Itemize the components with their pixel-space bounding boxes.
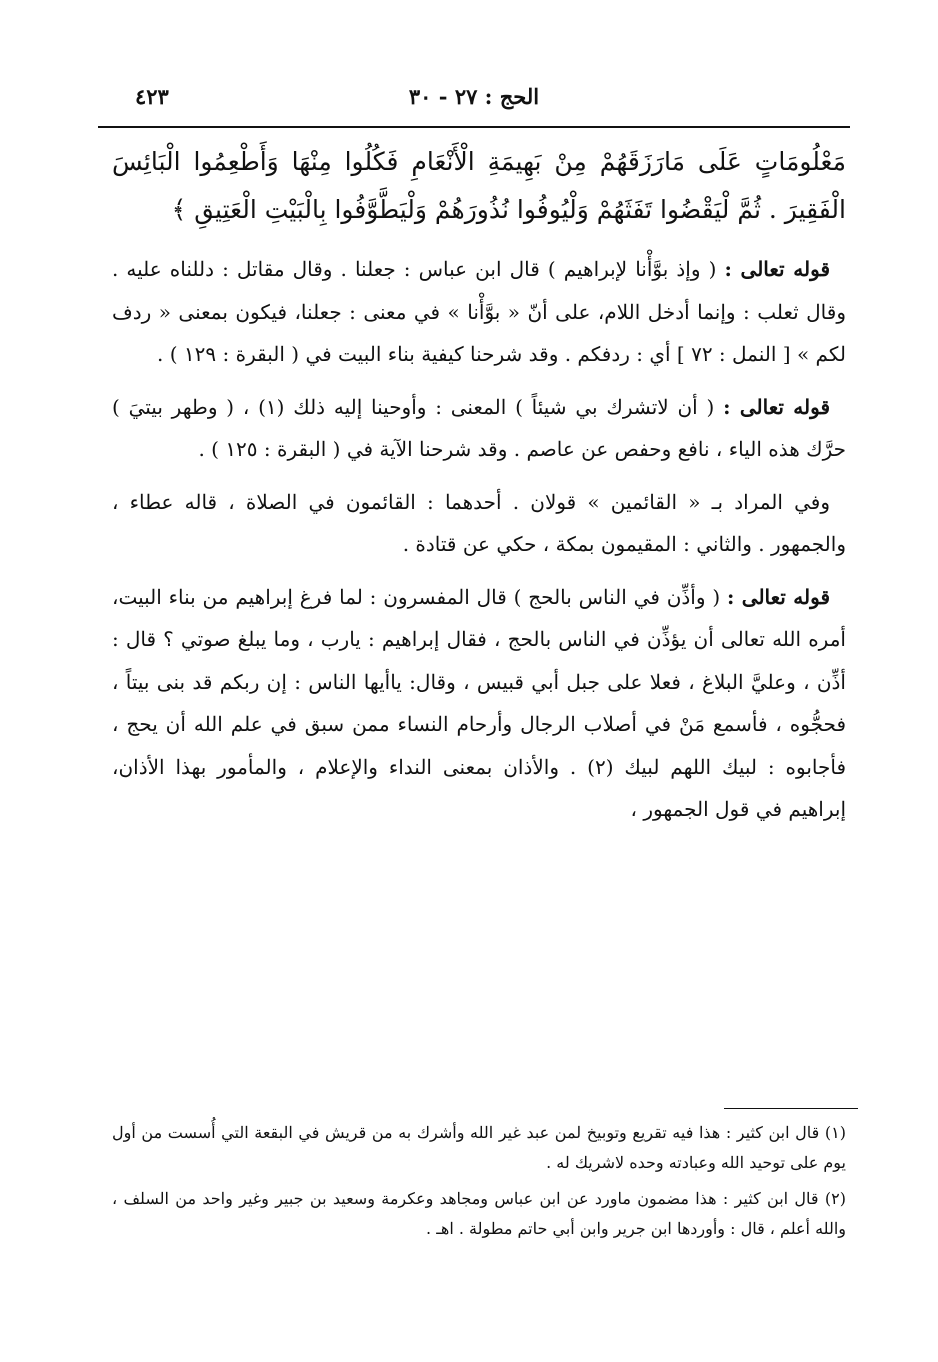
paragraph-lead: قوله تعالى : (726, 584, 831, 609)
running-header (105, 84, 843, 120)
paragraph-text: وفي المراد بـ « القائمين » قولان . أحدهما : القائمون في الصلاة ، قاله عطاء ، والجمهور . والثاني : المقيمون بمكة ، حكي عن قتادة . (112, 489, 846, 556)
commentary-paragraph (112, 576, 846, 831)
paragraph-lead: قوله تعالى : (723, 394, 831, 419)
paragraph-text: ( وأذِّن في الناس بالحج ) قال المفسرون : لما فرغ إبراهيم من بناء البيت، أمره الله تعالى أن يؤذِّن في الناس بالحج ، فقال إبراهيم : يارب ، وما يبلغ صوتي ؟ قال : أذِّن ، وعليَّ البلاغ ، فعلا على جبل أبي قبيس ، وقال: ياأيها الناس : إن ربكم قد بنى بيتاً ، فحجُّوه ، فأسمع مَنْ في أصلاب الرجال وأرحام النساء ممن سبق في علم الله أن يحج ، فأجابوه : لبيك اللهم لبيك (٢) . والأذان بمعنى النداء والإعلام ، والمأمور بهذا الأذان، إبراهيم في قول الجمهور ، (112, 584, 847, 821)
page-number: ٤٢٣ (135, 84, 169, 109)
footnote: (٢) قال ابن كثير : هذا مضمون ماورد عن ابن عباس ومجاهد وعكرمة وسعيد بن جبير وغير واحد من السلف ، والله أعلم ، قال : وأوردها ابن جرير وابن أبي حاتم مطولة . اهـ . (112, 1189, 846, 1238)
commentary-paragraph (112, 386, 846, 471)
footnotes (112, 1118, 846, 1250)
main-text (112, 138, 846, 841)
paragraph-text: ( وإذ بوَّأْنا لإبراهيم ) قال ابن عباس : جعلنا . وقال مقاتل : دللناه عليه . وقال ثعلب : وإنما أدخل اللام، على أنّ « بوَّأْنا » في معنى : جعلنا، فيكون بمعنى « ردف لكم » [ النمل : ٧٢ ] أي : ردفكم . وقد شرحنا كيفية بناء البيت في ( البقرة : ١٢٩ ) . (112, 257, 846, 366)
commentary-paragraph (112, 248, 846, 376)
paragraph-text: ( أن لاتشرك بي شيئاً ) المعنى : وأوحينا إليه ذلك (١) ، ( وطهر بيتيَ ) حرَّك هذه الياء ، نافع وحفص عن عاصم . وقد شرحنا الآية في ( البقرة : ١٢٥ ) . (112, 394, 846, 461)
footnote: (١) قال ابن كثير : هذا فيه تقريع وتوبيخ لمن عبد غير الله وأشرك به من قريش في البقعة التي أُسست من أول يوم على توحيد الله وعبادته وحده لاشريك له . (112, 1123, 846, 1172)
paragraph-lead: قوله تعالى : (724, 257, 830, 281)
header-title: الحج : ٢٧ - ٣٠ (408, 84, 540, 109)
commentary-paragraph (112, 481, 846, 566)
header-rule (98, 126, 850, 128)
quran-verse: مَعْلُومَاتٍ عَلَى مَارَزَقَهُمْ مِنْ بَهِيمَةِ الْأَنْعَامِ فَكُلُوا مِنْهَا وَأَطْعِمُوا الْبَائِسَ الْفَقِيرَ . ثُمَّ لْيَقْضُوا تَفَثَهُمْ وَلْيُوفُوا نُذُورَهُمْ وَلْيَطَّوَّفُوا بِالْبَيْتِ الْعَتِيقِ ﴾ (112, 147, 846, 224)
footnote-rule (724, 1108, 858, 1109)
